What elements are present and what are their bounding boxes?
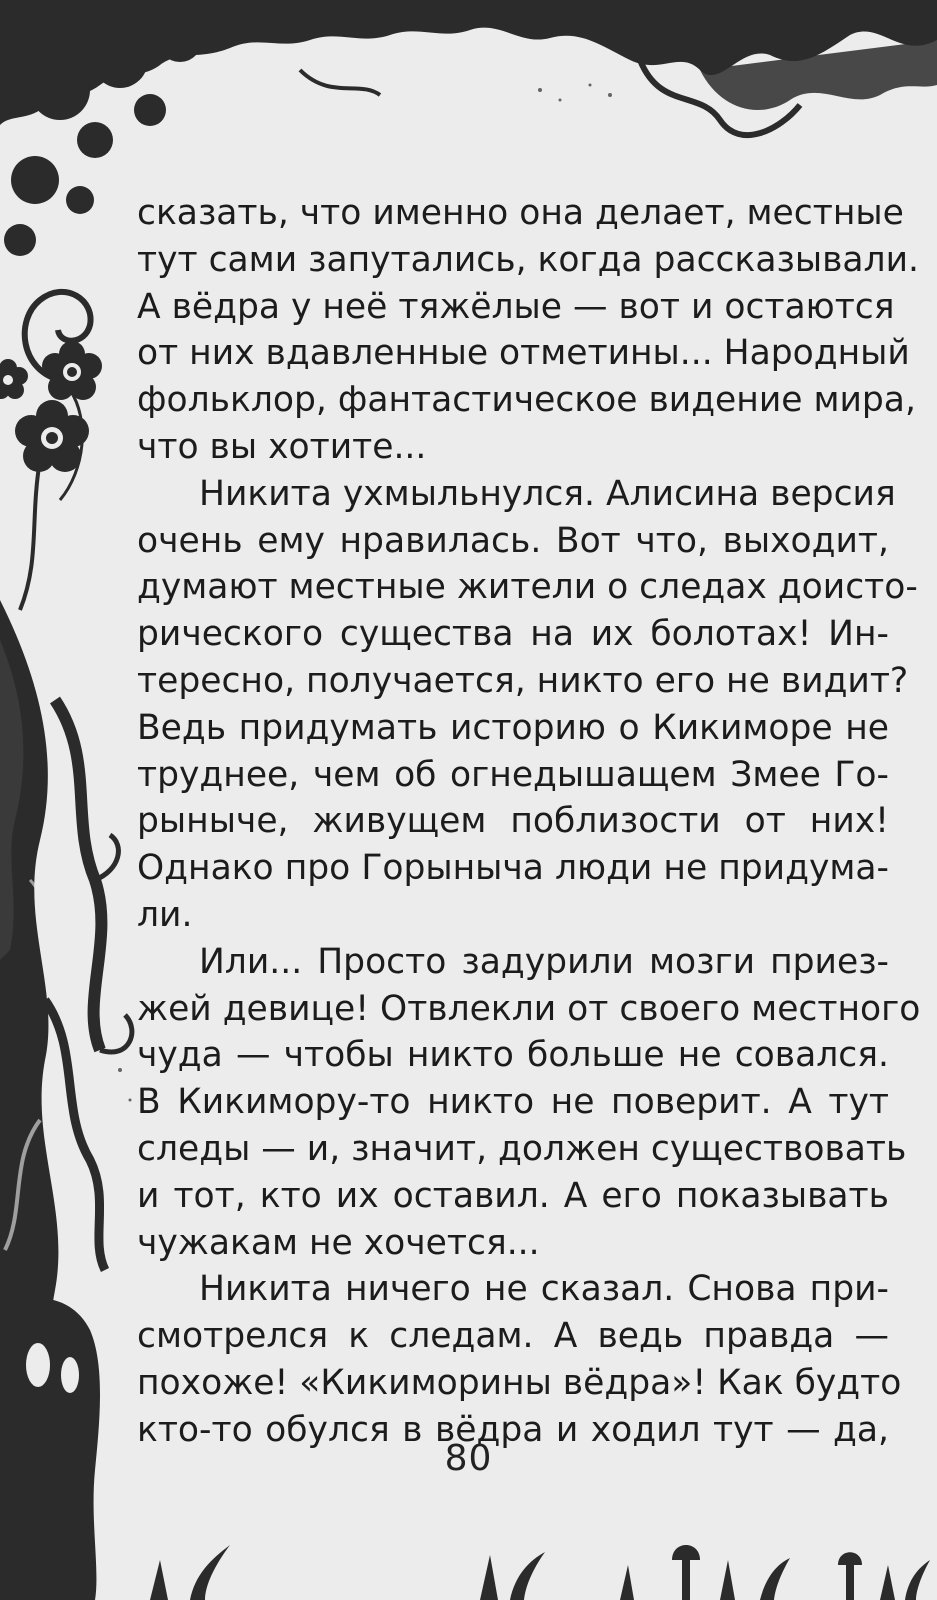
text-line: В Кикимору-то никто не поверит. А тут [137,1082,889,1123]
text-line: думают местные жители о следах доисто- [137,567,918,608]
text-line: А вёдра у неё тяжёлые — вот и остаются [137,286,895,327]
text-line: сказать, что именно она делает, местные [137,193,904,233]
text-line: жей девице! Отвлекли от своего местного [137,988,921,1029]
text-line: Ведь придумать историю о Кикиморе не [137,707,889,748]
text-line: чуда — чтобы никто больше не совался. [137,1035,889,1076]
text-line: чужакам не хочется... [137,1222,540,1263]
text-line: Никита ничего не сказал. Снова при- [199,1269,889,1310]
text-line: рыныче, живущем поблизости от них! [137,801,889,842]
flower-ornament [0,341,102,472]
text-line: от них вдавленные отметины... Народный [137,333,910,374]
text-line: смотрелся к следам. А ведь правда — [137,1316,889,1357]
text-line: что вы хотите... [137,426,427,467]
text-line: кто-то обулся в вёдра и ходил тут — да, [137,1409,889,1450]
bottom-grass [150,1545,930,1600]
body-text [137,190,921,1454]
text-line: тересно, получается, никто его не видит? [137,660,909,701]
text-line: очень ему нравилась. Вот что, выходит, [137,520,889,561]
text-line: ли. [137,894,193,935]
text-line: тут сами запутались, когда рассказывали. [137,239,919,280]
text-line: и тот, кто их оставил. А его показывать [137,1175,889,1216]
text-line: похоже! «Кикиморины вёдра»! Как будто [137,1362,902,1403]
text-line: фольклор, фантастическое видение мира, [137,380,916,421]
text-line: следы — и, значит, должен существовать [137,1128,907,1169]
page-number: 80 [444,1438,493,1479]
text-line: Или... Просто задурили мозги приез- [199,941,889,982]
text-line: Однако про Горыныча люди не придума- [137,848,889,889]
text-line: труднее, чем об огнедышащем Змее Го- [137,754,889,795]
text-line: рического существа на их болотах! Ин- [137,614,889,655]
text-line: Никита ухмыльнулся. Алисина версия [199,473,896,514]
